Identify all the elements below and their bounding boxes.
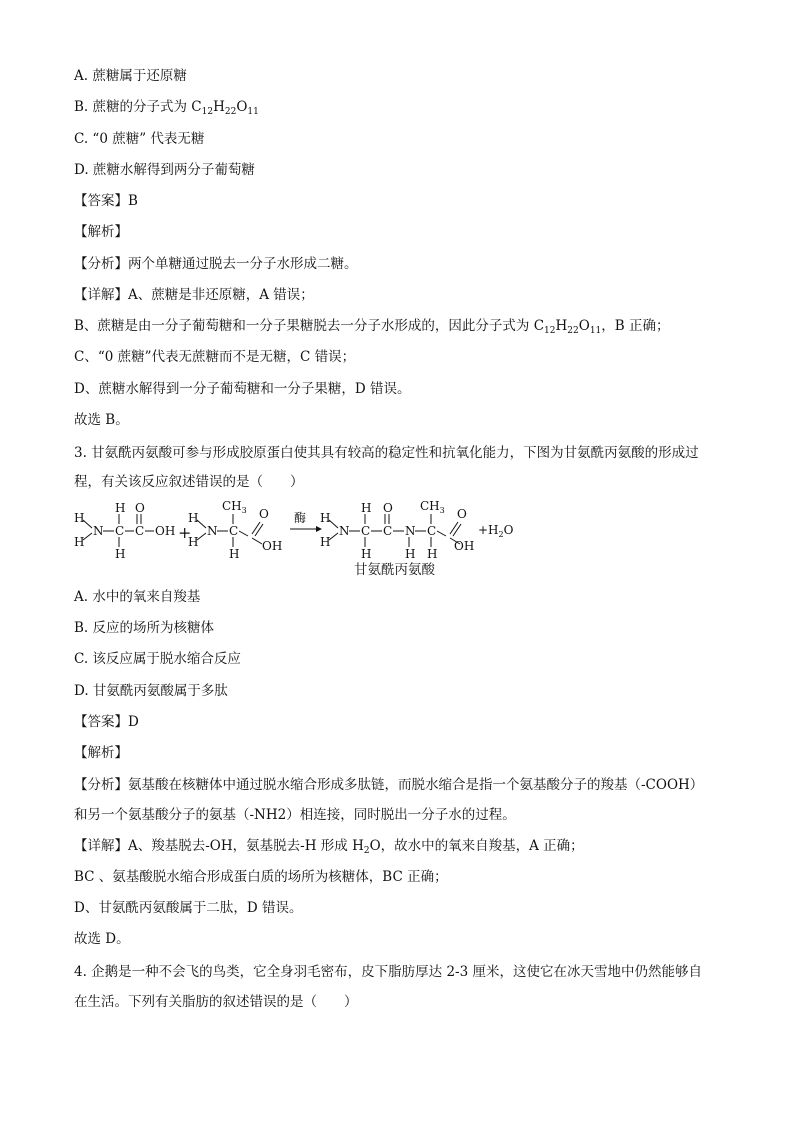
eq-text: H — [361, 501, 372, 515]
q2-option-b-text: B. 蔗糖的分子式为 C — [74, 99, 202, 115]
q3-fenxi-line2: 和另一个氨基酸分子的氨基（-NH2）相连接，同时脱出一分子水的过程。 — [74, 807, 516, 823]
eq-sub: 3 — [439, 506, 445, 515]
eq-text: OH — [262, 539, 283, 553]
formula-sub: 2 — [363, 846, 370, 856]
eq-text — [420, 499, 445, 515]
eq-text: N — [93, 524, 104, 538]
q2-option-d: D. 蔗糖水解得到两分子葡萄糖 — [74, 162, 255, 178]
q2-b-explanation-text: B、蔗糖是由一分子葡萄糖和一分子果糖脱去一分子水形成的，因此分子式为 C — [74, 318, 545, 334]
eq-enzyme: 酶 — [294, 511, 307, 525]
q2-analysis-heading: 【解析】 — [74, 224, 128, 240]
eq-text: C — [383, 524, 393, 538]
eq-text: H — [361, 547, 372, 561]
formula-sub: 22 — [224, 107, 237, 117]
eq-text — [222, 499, 247, 515]
q3-option-b: B. 反应的场所为核糖体 — [74, 620, 215, 636]
q3-bc-explanation: BC 、氨基酸脱水缩合形成蛋白质的场所为核糖体，BC 正确； — [74, 869, 448, 885]
eq-text: N — [339, 524, 350, 538]
q3-fenxi-line1: 【分析】氨基酸在核糖体中通过脱水缩合形成多肽链，而脱水缩合是指一个氨基酸分子的羧基（-COOH） — [74, 777, 704, 793]
reaction-equation — [70, 498, 530, 578]
q4-stem-line2: 在生活。下列有关脂肪的叙述错误的是（ ） — [74, 994, 358, 1010]
eq-sub: 2 — [498, 530, 504, 539]
eq-text: C — [229, 524, 239, 538]
eq-text: N — [207, 524, 218, 538]
q2-option-c: C. “0 蔗糖” 代表无糖 — [74, 131, 205, 147]
q4-stem-line1: 4. 企鹅是一种不会飞的鸟类，它全身羽毛密布，皮下脂肪厚达 2-3 厘米，这使它在冰天雪地中仍然能够自 — [74, 964, 702, 980]
eq-text: C — [115, 524, 125, 538]
eq-text: H — [74, 535, 85, 549]
q3-stem-line1: 3. 甘氨酰丙氨酸可参与形成胶原蛋白使其具有较高的稳定性和抗氧化能力，下图为甘氨酰丙氨酸的形成过 — [74, 445, 699, 461]
q2-b-explanation-end: ，B 正确； — [601, 318, 670, 334]
formula-h: H — [213, 99, 225, 115]
eq-text: H — [427, 547, 438, 561]
q3-xiangjie-text: 【详解】A、羧基脱去-OH，氨基脱去-H 形成 H — [74, 838, 364, 854]
eq-text: H — [188, 511, 199, 525]
eq-sub: 3 — [241, 506, 247, 515]
q2-d-explanation: D、蔗糖水解得到一分子葡萄糖和一分子果糖，D 错误。 — [74, 381, 411, 397]
eq-text: C — [361, 524, 371, 538]
eq-text: O — [457, 507, 467, 521]
eq-text: H — [74, 511, 85, 525]
equation-caption: 甘氨酰丙氨酸 — [354, 562, 435, 578]
q3-xiangjie — [74, 836, 734, 856]
q2-fenxi: 【分析】两个单糖通过脱去一分子水形成二糖。 — [74, 256, 358, 272]
eq-text: C — [135, 524, 145, 538]
formula-o: O — [236, 99, 248, 115]
formula-sub: 12 — [201, 107, 214, 117]
eq-text: O — [259, 507, 269, 521]
q3-stem-line2: 程，有关该反应叙述错误的是（ ） — [74, 474, 304, 490]
eq-text: N — [405, 524, 416, 538]
eq-text: H — [320, 535, 331, 549]
eq-text: O — [383, 501, 393, 515]
formula-sub: 22 — [567, 326, 579, 336]
eq-water — [478, 523, 514, 539]
q2-c-explanation: C、“0 蔗糖”代表无蔗糖而不是无糖，C 错误； — [74, 349, 356, 365]
eq-text: H — [115, 501, 126, 515]
q3-xiangjie-end: O，故水中的氧来自羧基，A 正确； — [369, 838, 584, 854]
formula-sub: 11 — [247, 107, 259, 117]
eq-text: CH — [420, 499, 440, 513]
q2-option-a: A. 蔗糖属于还原糖 — [74, 68, 187, 84]
formula-sub: 12 — [544, 326, 556, 336]
q2-xiangjie: 【详解】A、蔗糖是非还原糖，A 错误； — [74, 287, 314, 303]
q3-option-a: A. 水中的氧来自羧基 — [74, 589, 201, 605]
q3-option-c: C. 该反应属于脱水缩合反应 — [74, 651, 241, 667]
formula-h: H — [555, 318, 568, 334]
eq-text: H — [229, 547, 240, 561]
q3-analysis-heading: 【解析】 — [74, 745, 128, 761]
q3-option-d: D. 甘氨酰丙氨酸属于多肽 — [74, 683, 228, 699]
q2-answer: 【答案】B — [74, 193, 138, 209]
eq-text: C — [427, 524, 437, 538]
eq-text: O — [135, 501, 145, 515]
eq-text: CH — [222, 499, 242, 513]
q3-d-explanation: D、甘氨酰丙氨酸属于二肽，D 错误。 — [74, 900, 303, 916]
eq-text: H — [188, 535, 199, 549]
eq-text: OH — [454, 539, 475, 553]
q2-b-explanation — [74, 316, 734, 336]
eq-water-text: +H — [478, 523, 499, 537]
eq-plus: + — [178, 523, 192, 542]
formula-sub: 11 — [589, 326, 602, 336]
q2-option-b — [74, 97, 734, 117]
eq-text: H — [115, 547, 126, 561]
q3-answer: 【答案】D — [74, 714, 139, 730]
eq-text: H — [405, 547, 416, 561]
eq-water-end: O — [503, 523, 514, 537]
eq-text: OH — [155, 524, 176, 538]
eq-text: H — [320, 511, 331, 525]
formula-o: O — [578, 318, 590, 334]
q3-choose: 故选 D。 — [74, 931, 130, 947]
q2-choose: 故选 B。 — [74, 412, 129, 428]
